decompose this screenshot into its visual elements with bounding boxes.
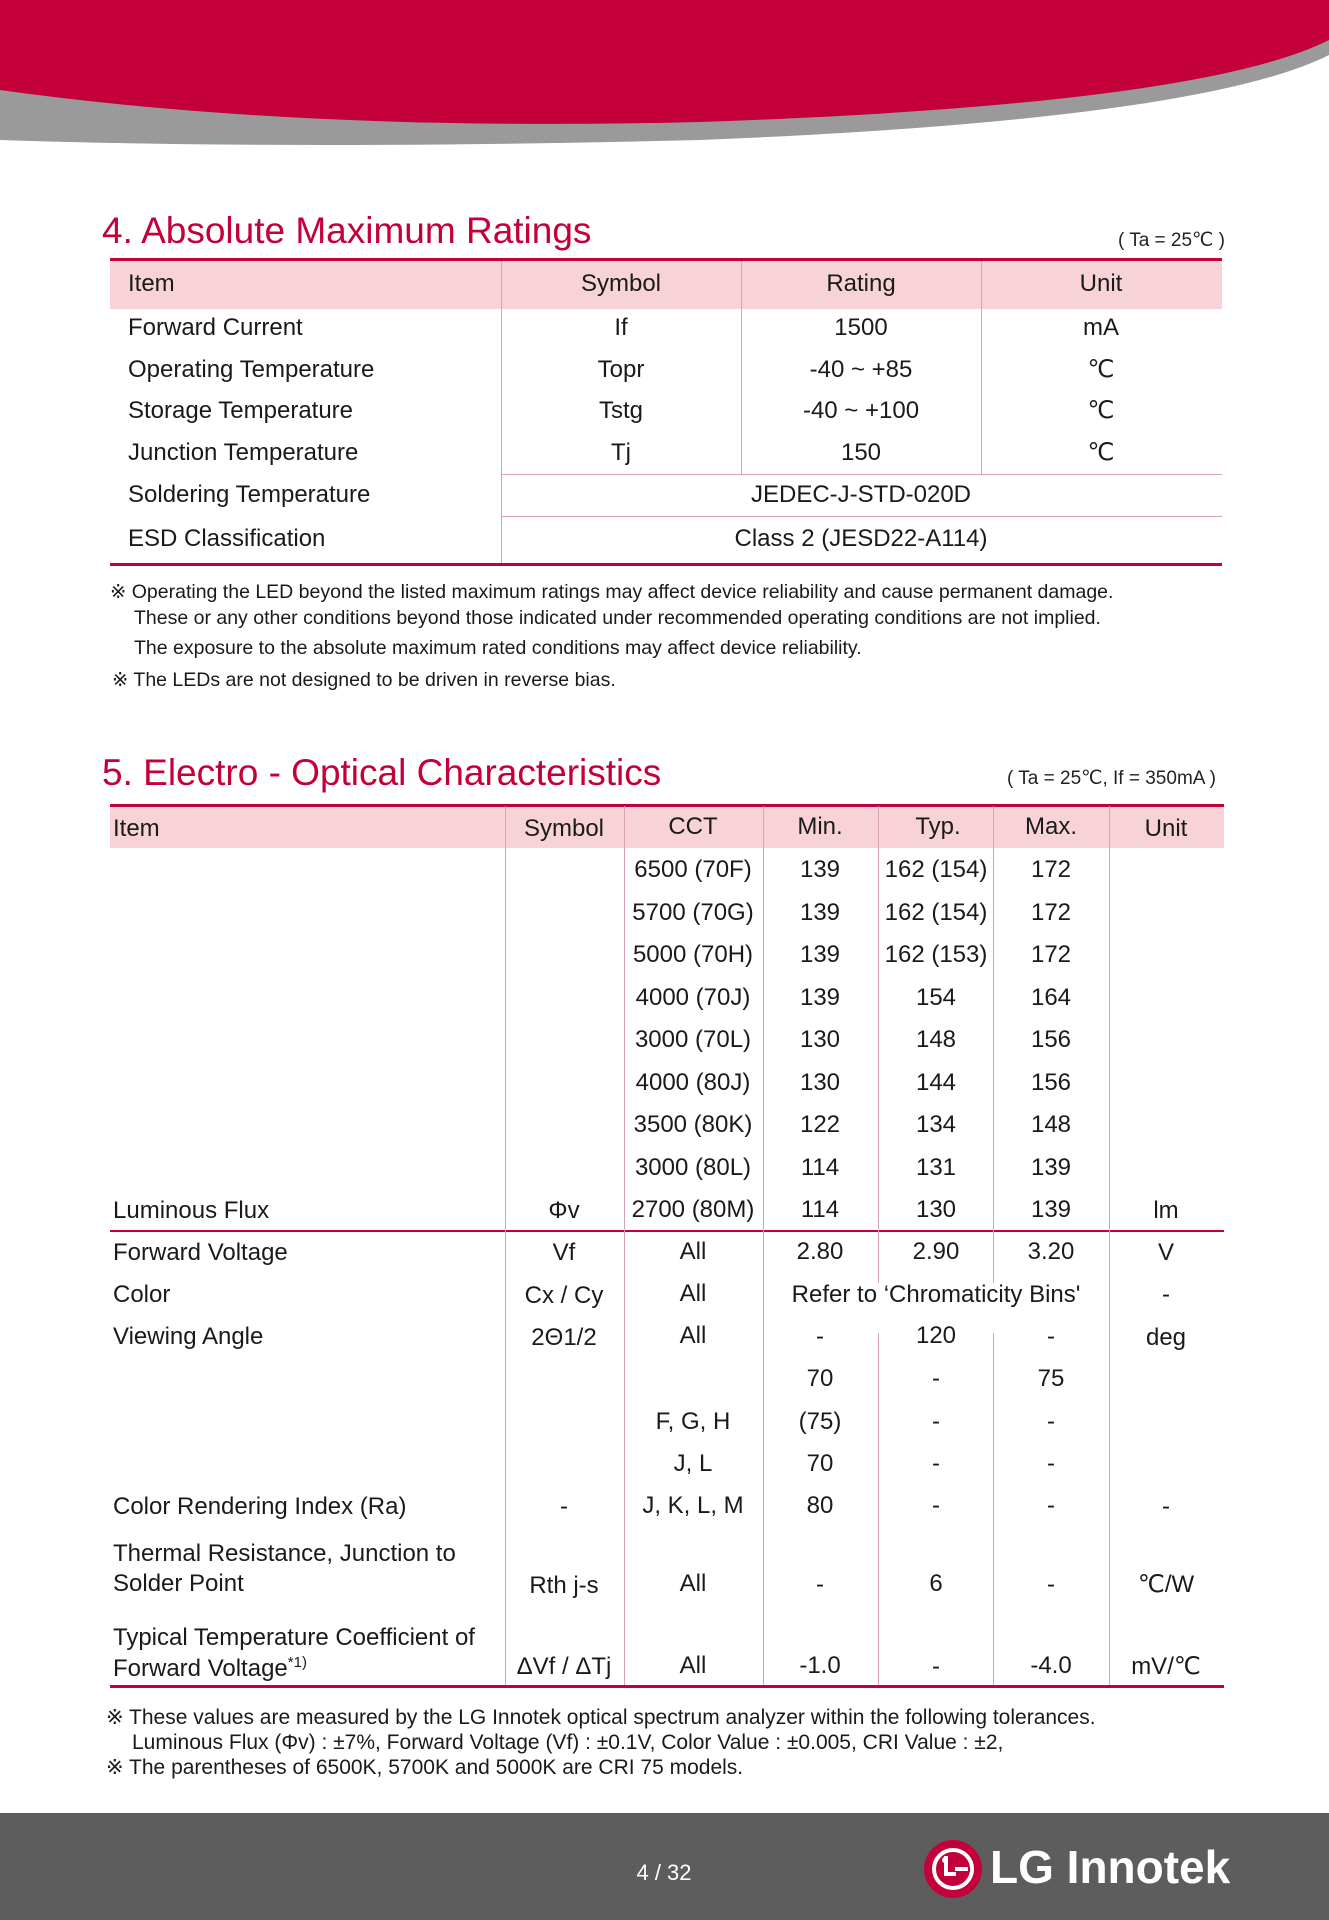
header-band [0,0,1329,150]
table-row-item: Typical Temperature Coefficient of [113,1624,475,1651]
table-row-merged-value: Class 2 (JESD22-A114) [734,525,988,552]
table-row-unit: mV/℃ [1131,1653,1201,1680]
table5-header-max: Max. [1024,813,1078,840]
table5-col-divider [993,1333,994,1685]
table-row-cct: 5700 (70G) [632,899,754,926]
table-row-item-line2: Solder Point [113,1570,244,1597]
table-row-symbol: Φv [548,1197,580,1224]
table-row-min: 139 [799,899,841,926]
section4-note: ※ The LEDs are not designed to be driven in reverse bias. [112,669,616,691]
table5-header-item: Item [113,815,160,842]
section4-note: These or any other conditions beyond those indicated under recommended operating conditions are not implied. [134,607,1101,629]
table-row-symbol: If [614,314,628,341]
lg-logo-icon [922,1838,984,1900]
table-row-rating: -40 ~ +100 [802,397,920,424]
table-row-rating: 1500 [834,314,888,341]
table-row-min: -1.0 [799,1652,841,1679]
table-row-cct: 3000 (80L) [634,1154,752,1181]
page-number: 4 / 32 [636,1860,692,1885]
table-row-min: 114 [800,1154,840,1181]
table5-header-typ: Typ. [915,813,961,840]
table-row-min: 2.80 [796,1238,844,1265]
tempco-label: Forward Voltage [113,1655,288,1682]
table-row-min: 122 [799,1111,841,1138]
table5-col-divider [993,806,994,1291]
table-row-max: 156 [1030,1069,1072,1096]
table-row-min: 139 [799,856,841,883]
table-row-rating: 150 [840,439,882,466]
table-row-symbol: Rth j-s [529,1572,599,1599]
table-row-typ: - [932,1365,940,1392]
table-row-item: Thermal Resistance, Junction to [113,1540,456,1567]
table-row-min: 70 [806,1450,834,1477]
table-row-max: 156 [1030,1026,1072,1053]
table-row-typ: - [932,1492,940,1519]
table-row-min: 139 [799,984,841,1011]
table-row-typ: - [932,1408,940,1435]
table-row-rating: -40 ~ +85 [809,356,913,383]
table-row-symbol: Topr [597,356,645,383]
table-row-max: -4.0 [1030,1652,1072,1679]
table-row-min: 139 [799,941,841,968]
table-row-cct: J, K, L, M [642,1492,744,1519]
table-row-cct: All [679,1280,707,1307]
table-row-cct: 5000 (70H) [632,941,754,968]
table4-col-divider [981,261,982,474]
table5-header-cct: CCT [668,813,718,840]
section5-title: 5. Electro - Optical Characteristics [102,752,662,793]
table-row-unit: V [1157,1239,1175,1266]
table-row-max: 172 [1030,856,1072,883]
table-row-max: - [1047,1571,1055,1598]
table-row-unit: lm [1153,1197,1179,1224]
table-row-cct: F, G, H [655,1408,731,1435]
table-row-typ: 162 (153) [884,941,988,968]
section4-title: 4. Absolute Maximum Ratings [102,210,592,251]
brand-logo-text: LG Innotek [990,1841,1231,1893]
table5-col-divider [624,806,625,1685]
table-row-unit: ℃/W [1137,1571,1195,1598]
table5-col-divider [878,1333,879,1685]
table5-col-divider [1109,806,1110,1685]
section4-note: The exposure to the absolute maximum rated conditions may affect device reliability. [134,637,862,659]
table-row-min: 130 [799,1026,841,1053]
section5-condition: ( Ta = 25℃, If = 350mA ) [1007,768,1216,789]
table4-col-divider [501,261,502,563]
table-row-cct: 4000 (80J) [635,1069,751,1096]
table-row-symbol: Vf [552,1239,576,1266]
table-row-cct: 3000 (70L) [634,1026,752,1053]
table-row-typ: 144 [915,1069,957,1096]
table-row-unit: - [1162,1493,1170,1520]
table-row-min: - [816,1571,824,1598]
table-row-typ: 162 (154) [884,856,988,883]
table-row-min: 70 [806,1365,834,1392]
table-row-typ: 134 [915,1111,957,1138]
table-row-typ: 130 [915,1196,957,1223]
table-row-item: Viewing Angle [113,1323,264,1350]
table-row-typ: 154 [915,984,957,1011]
table-row-typ: 148 [915,1026,957,1053]
table-row-max: - [1047,1492,1055,1519]
table-row-symbol: ΔVf / ΔTj [516,1653,612,1680]
table4-col-divider [741,261,742,474]
table-row-unit: - [1162,1281,1170,1308]
table4-top-rule [110,258,1222,261]
table5-flux-divider [110,1230,1224,1232]
table-row-item: ESD Classification [128,525,326,552]
table-row-cct: 4000 (70J) [635,984,751,1011]
table-row-item: Color Rendering Index (Ra) [113,1493,407,1520]
table4-header-bg [110,260,1222,309]
table5-header-unit: Unit [1144,815,1188,842]
table-row-symbol: Cx / Cy [524,1282,604,1309]
section5-note: Luminous Flux (Φv) : ±7%, Forward Voltage (Vf) : ±0.1V, Color Value : ±0.005, CRI Value : ±2, [132,1731,1004,1754]
table-row-cct: All [679,1238,707,1265]
table-row-symbol: 2Θ1/2 [531,1324,597,1351]
table-row-typ: - [932,1653,940,1680]
section4-condition: ( Ta = 25℃ ) [1117,230,1225,251]
table-row-min: - [816,1323,824,1350]
footnote-marker: *1) [287,1654,307,1671]
table-row-max: - [1047,1408,1055,1435]
table5-col-divider [763,806,764,1685]
table-row-max: 75 [1037,1365,1065,1392]
table-row-merged-value: Refer to ‘Chromaticity Bins' [788,1283,1085,1307]
table-row-unit: ℃ [1087,439,1115,466]
table4-row-divider [501,474,1222,475]
table-row-symbol: Tj [611,439,631,466]
table-row-cct: J, L [673,1450,713,1477]
table-row-min: 130 [799,1069,841,1096]
table-row-max: - [1047,1323,1055,1350]
table-row-max: 148 [1030,1111,1072,1138]
table-row-cct: All [679,1570,707,1597]
table-row-item: Forward Voltage [113,1239,288,1266]
table-row-unit: mA [1083,314,1119,341]
table-row-max: 139 [1030,1154,1072,1181]
table-row-merged-value: JEDEC-J-STD-020D [750,481,972,508]
section5-note: ※ The parentheses of 6500K, 5700K and 5000K are CRI 75 models. [106,1756,744,1779]
table-row-typ: - [932,1450,940,1477]
table-row-typ: 162 (154) [884,899,988,926]
table4-header-item: Item [128,270,175,297]
table-row-max: 3.20 [1027,1238,1075,1265]
table-row-cct: 2700 (80M) [631,1196,755,1223]
table-row-min: 80 [806,1492,834,1519]
table-row-min: 114 [800,1196,840,1223]
table-row-item: Soldering Temperature [128,481,371,508]
table-row-cct: All [679,1652,707,1679]
table-row-typ: 120 [915,1322,957,1349]
table-row-max: 172 [1030,899,1072,926]
table4-bottom-rule [110,563,1222,566]
table4-header-unit: Unit [1079,270,1123,297]
table-row-unit: ℃ [1087,397,1115,424]
table-row-item: Luminous Flux [113,1197,270,1224]
table-row-unit: deg [1145,1324,1187,1351]
table-row-item: Junction Temperature [128,439,359,466]
table-row-item-line2 [113,1655,307,1681]
table-row-typ: 131 [915,1154,957,1181]
table-row-item: Color [113,1281,171,1308]
table-row-symbol: - [560,1493,568,1520]
table4-header-symbol: Symbol [580,270,662,297]
table5-bottom-rule [110,1685,1224,1688]
table5-col-divider [505,806,506,1685]
table-row-typ: 2.90 [912,1238,960,1265]
table-row-max: 164 [1030,984,1072,1011]
table-row-max: 172 [1030,941,1072,968]
section5-note: ※ These values are measured by the LG Innotek optical spectrum analyzer within the following tolerances. [106,1706,1096,1729]
table5-top-rule [110,804,1224,807]
table4-header-rating: Rating [826,270,896,297]
section4-note: ※ Operating the LED beyond the listed maximum ratings may affect device reliability and cause permanent damage. [110,581,1114,603]
table5-header-min: Min. [797,813,843,840]
table-row-item: Forward Current [128,314,303,341]
table4-row-divider [501,516,1222,517]
table5-col-divider [878,806,879,1291]
table-row-symbol: Tstg [598,397,644,424]
table-row-typ: 6 [929,1570,943,1597]
table5-header-symbol: Symbol [523,815,605,842]
table-row-max: - [1047,1450,1055,1477]
table-row-cct: 6500 (70F) [634,856,752,883]
table-row-cct: 3500 (80K) [633,1111,753,1138]
table-row-max: 139 [1030,1196,1072,1223]
table-row-cct: All [679,1322,707,1349]
table-row-item: Operating Temperature [128,356,375,383]
table-row-unit: ℃ [1087,356,1115,383]
table-row-item: Storage Temperature [128,397,354,424]
table-row-min: (75) [798,1408,842,1435]
